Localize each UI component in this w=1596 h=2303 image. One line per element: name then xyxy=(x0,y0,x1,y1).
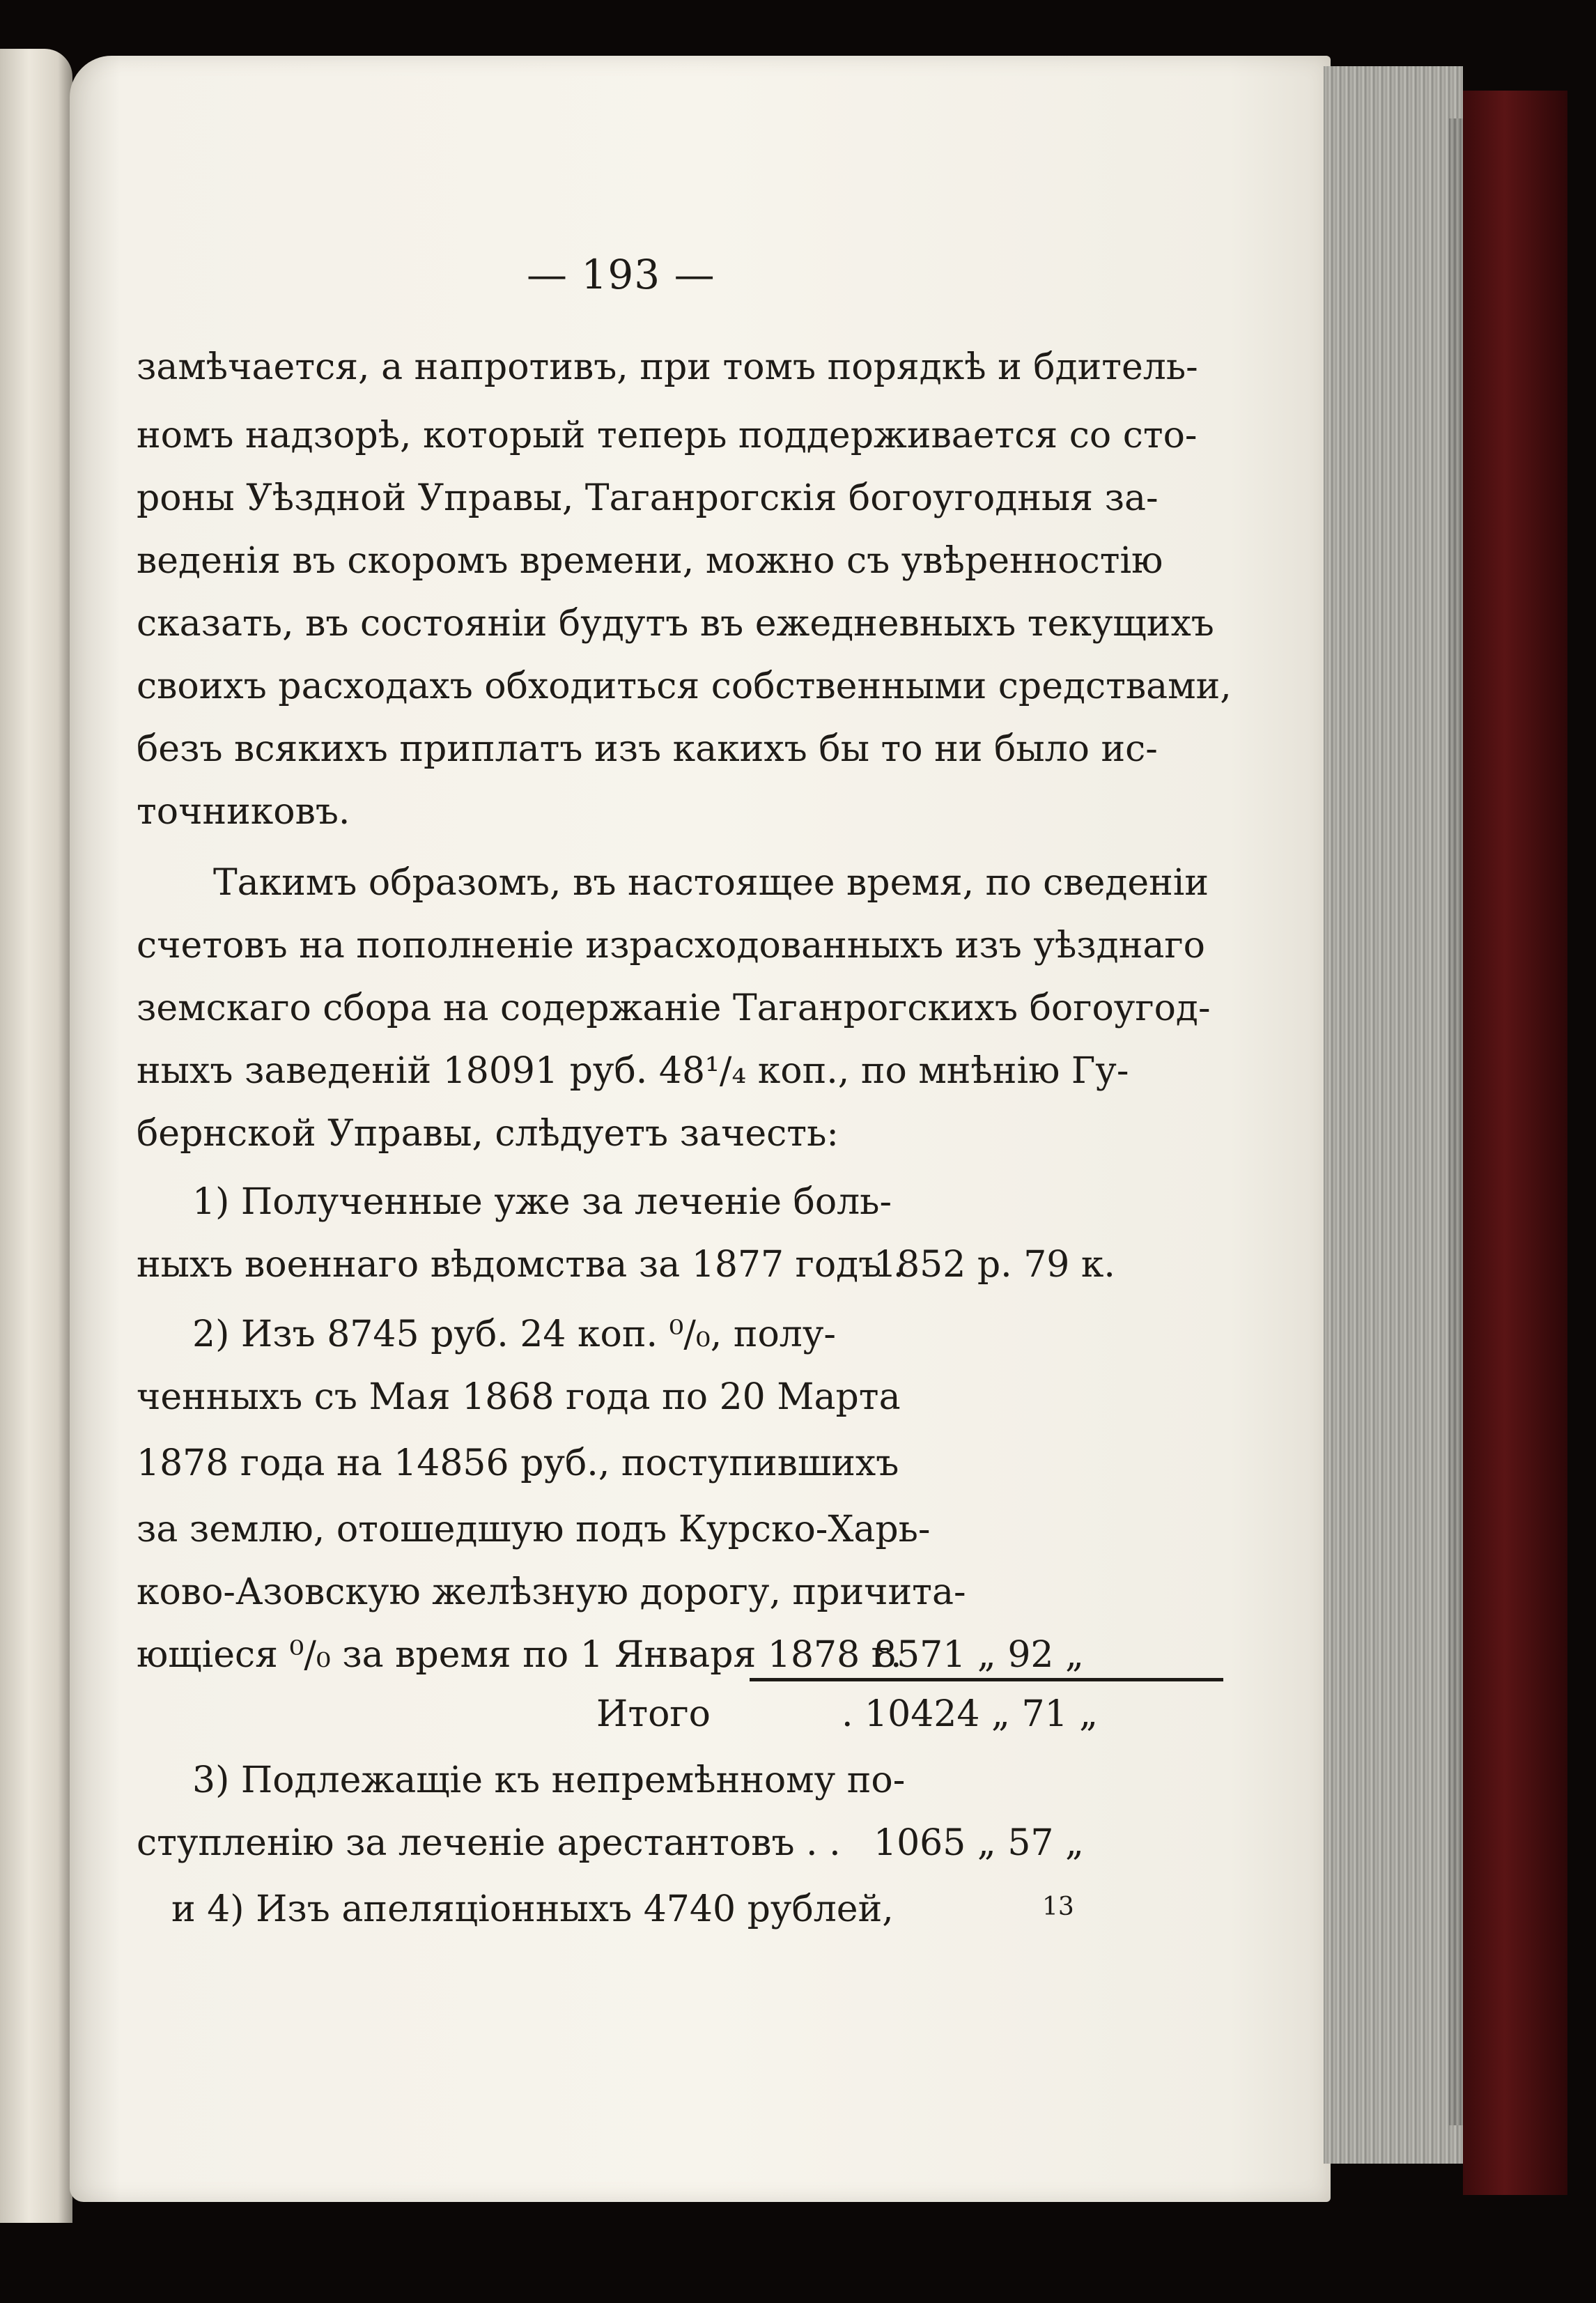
item-line: ныхъ военнаго вѣдомства за 1877 годъ . xyxy=(137,1244,905,1286)
text-line: счетовъ на пополненіе израсходованныхъ изъ уѣзднаго xyxy=(137,925,1205,966)
sum-rule xyxy=(750,1678,1223,1681)
item-line: 3) Подлежащіе къ непремѣнному по- xyxy=(192,1759,906,1801)
item-line: за землю, отошедшую подъ Курско-Харь- xyxy=(137,1509,931,1550)
left-page-edge xyxy=(0,49,72,2223)
printer-signature: 13 xyxy=(1042,1893,1074,1921)
text-line: земскаго сбора на содержаніе Таганрогскихъ богоугод- xyxy=(137,987,1211,1029)
item-line: ступленію за леченіе арестантовъ . . xyxy=(137,1822,841,1864)
text-line: безъ всякихъ приплатъ изъ какихъ бы то ни было ис- xyxy=(137,728,1158,770)
item-1-amount: 1852 р. 79 к. xyxy=(874,1244,1115,1286)
text-line: точниковъ. xyxy=(137,791,350,833)
book-cover xyxy=(1463,91,1567,2195)
item-line: ково-Азовскую желѣзную дорогу, причита- xyxy=(137,1571,966,1613)
item-line: ченныхъ съ Мая 1868 года по 20 Марта xyxy=(137,1376,901,1418)
text-line: своихъ расходахъ обходиться собственными средствами, xyxy=(137,665,1232,707)
text-line: сказать, въ состояніи будутъ въ ежедневныхъ текущихъ xyxy=(137,603,1214,645)
total-amount: . 10424 „ 71 „ xyxy=(842,1693,1099,1735)
item-line: 2) Изъ 8745 руб. 24 коп. ⁰/₀, полу- xyxy=(192,1314,836,1355)
text-line: номъ надзорѣ, который теперь поддерживается со сто- xyxy=(137,415,1198,456)
item-2-amount: 8571 „ 92 „ xyxy=(874,1634,1084,1676)
text-line: бернской Управы, слѣдуетъ зачесть: xyxy=(137,1113,839,1155)
page-stack-edge xyxy=(1324,66,1463,2164)
item-3-amount: 1065 „ 57 „ xyxy=(874,1822,1084,1864)
item-line: 1) Полученные уже за леченіе боль- xyxy=(192,1181,892,1223)
page-number: — 193 — xyxy=(527,251,715,298)
text-line: ныхъ заведеній 18091 руб. 48¹/₄ коп., по мнѣнію Гу- xyxy=(137,1050,1129,1092)
text-line: веденія въ скоромъ времени, можно съ увѣренностію xyxy=(137,540,1163,582)
text-line: замѣчается, а напротивъ, при томъ порядкѣ и бдитель- xyxy=(137,346,1198,388)
item-line: и 4) Изъ апеляціонныхъ 4740 рублей, xyxy=(171,1888,894,1930)
text-line: роны Уѣздной Управы, Таганрогскія богоугодныя за- xyxy=(137,477,1159,519)
total-label: Итого xyxy=(596,1693,711,1735)
item-line: ющіеся ⁰/₀ за время по 1 Января 1878 г. xyxy=(137,1634,902,1676)
item-line: 1878 года на 14856 руб., поступившихъ xyxy=(137,1442,899,1484)
text-line: Такимъ образомъ, въ настоящее время, по сведеніи xyxy=(213,862,1209,904)
